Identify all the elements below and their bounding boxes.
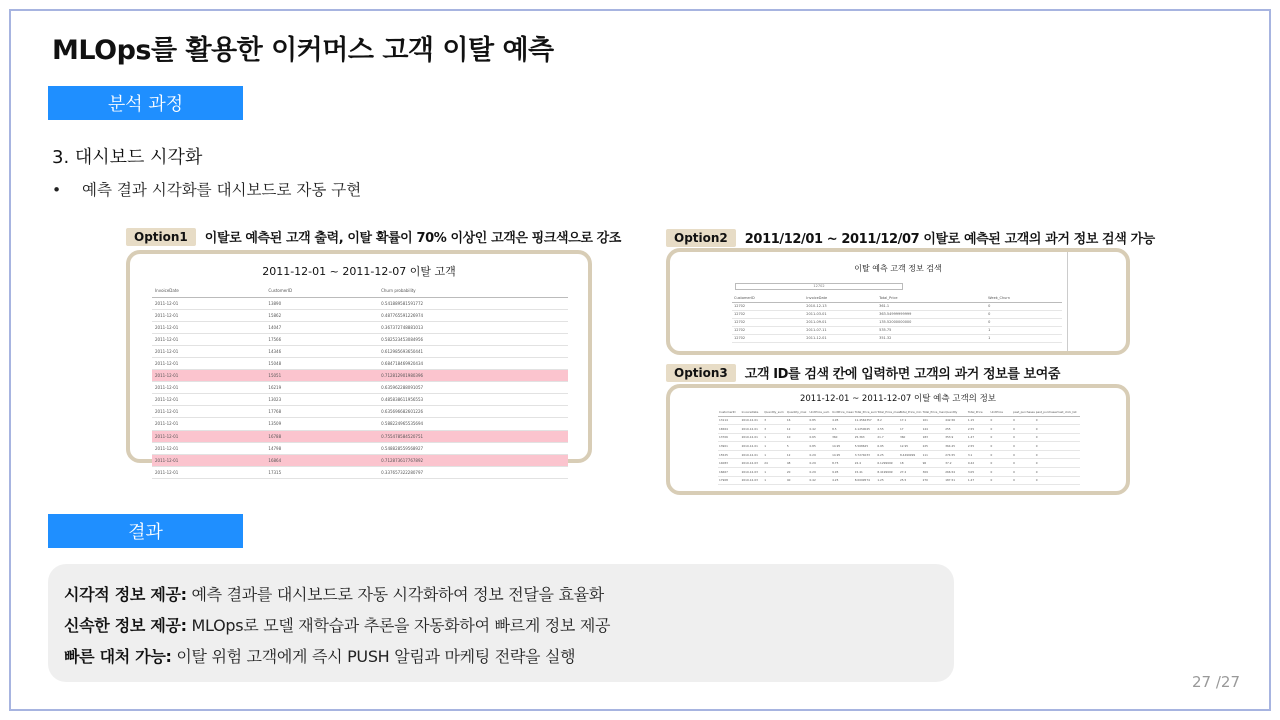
- table-cell: 2011-12-01: [152, 466, 265, 478]
- table-cell: [1057, 476, 1080, 485]
- table-cell: 2011-12-01: [152, 382, 265, 394]
- option2-badge: Option2: [666, 229, 736, 247]
- table-cell: 1.25: [876, 476, 899, 485]
- table-cell: 15862: [265, 309, 378, 321]
- table-cell: 0: [1035, 433, 1058, 442]
- table-cell: 225: [922, 442, 945, 451]
- table-cell: 0: [990, 433, 1013, 442]
- table-cell: 2011-12-01: [152, 454, 265, 466]
- table-cell: [1057, 450, 1080, 459]
- table-cell: 3: [763, 425, 786, 434]
- table-cell: 2011-12-01: [152, 321, 265, 333]
- table-cell: 266.54: [944, 468, 967, 477]
- table-cell: 0.712812901980396: [378, 370, 568, 382]
- column-header: Total_Price_max: [922, 408, 945, 416]
- table-cell: 11.4562357: [854, 416, 877, 425]
- column-header: Total_Price_sum: [854, 408, 877, 416]
- table-cell: 2011-03-01: [804, 310, 877, 318]
- column-header: Quantity_max: [786, 408, 809, 416]
- option3-panel-title: 2011-12-01 ~ 2011-12-07 이탈 예측 고객의 정보: [799, 394, 997, 404]
- table-cell: 351.32: [877, 334, 986, 342]
- table-cell: 2011-12-01: [152, 309, 265, 321]
- table-row-highlighted: [152, 430, 568, 442]
- table-cell: 5.568625: [854, 442, 877, 451]
- table-cell: 18: [899, 459, 922, 468]
- table-cell: 3.1: [967, 450, 990, 459]
- column-header: UnitPrice: [990, 408, 1013, 416]
- table-cell: 8.0099574: [854, 476, 877, 485]
- churn-customer-table: [152, 285, 568, 479]
- table-cell: 0.612985693650441: [378, 345, 568, 357]
- table-cell: 12: [786, 450, 809, 459]
- table-cell: 24: [763, 459, 786, 468]
- column-header: past_purchases: [1012, 408, 1035, 416]
- table-cell: 9.95: [831, 468, 854, 477]
- table-cell: 0.487765591226974: [378, 309, 568, 321]
- table-cell: 2011-12-01: [152, 370, 265, 382]
- option1-caption-text: 이탈로 예측된 고객 출력, 이탈 확률이 70% 이상인 고객은 핑크색으로 강조: [204, 231, 621, 246]
- column-header: last_click_list: [1057, 408, 1080, 416]
- table-cell: [1057, 433, 1080, 442]
- table-cell: 0: [990, 425, 1013, 434]
- table-cell: 12: [786, 425, 809, 434]
- table-row: [152, 442, 568, 454]
- table-cell: 16667: [718, 468, 741, 477]
- table-cell: 1: [763, 442, 786, 451]
- table-cell: 0.29: [809, 459, 832, 468]
- table-cell: 2.55: [876, 425, 899, 434]
- table-cell: 0.85: [809, 442, 832, 451]
- table-cell: 2010-12-03: [741, 459, 764, 468]
- table-cell: 13901: [718, 442, 741, 451]
- table-cell: 0: [1012, 476, 1035, 485]
- table-cell: 2.55: [967, 442, 990, 451]
- column-header: CustomerID: [732, 295, 804, 302]
- option1-panel: [126, 250, 592, 475]
- table-cell: 0.85: [809, 416, 832, 425]
- table-cell: 0: [986, 302, 1062, 310]
- table-cell: 2011-12-01: [152, 418, 265, 430]
- table-cell: 17768: [265, 406, 378, 418]
- option2-panel: [666, 248, 1130, 355]
- table-cell: 0.582523453084956: [378, 333, 568, 345]
- table-row: [718, 433, 1080, 442]
- table-row: [732, 334, 1062, 342]
- table-cell: 2011-12-01: [152, 333, 265, 345]
- column-header: Total_Price_mean: [876, 408, 899, 416]
- table-cell: 0: [990, 476, 1013, 485]
- table-header-row: [732, 295, 1062, 302]
- table-cell: 13706: [718, 433, 741, 442]
- option3-caption: [666, 363, 1060, 382]
- table-cell: 2010-12-01: [741, 433, 764, 442]
- option2-panel-title: 이탈 예측 고객 정보 검색: [854, 264, 942, 273]
- table-row: [732, 310, 1062, 318]
- table-cell: 48: [786, 459, 809, 468]
- option2-caption-text: 2011/12/01 ~ 2011/12/07 이탈로 예측된 고객의 과거 정보 검색 가능: [744, 232, 1155, 247]
- table-cell: [1057, 416, 1080, 425]
- table-cell: 21.7: [876, 433, 899, 442]
- table-cell: 353.9: [944, 433, 967, 442]
- table-cell: 0.635696682601226: [378, 406, 568, 418]
- churn-customer-info-table: [718, 408, 1080, 485]
- table-cell: 1.47: [967, 433, 990, 442]
- table-cell: 0: [990, 459, 1013, 468]
- table-cell: 0.29: [809, 450, 832, 459]
- table-cell: 360: [831, 433, 854, 442]
- table-row: [152, 466, 568, 478]
- table-row: [152, 309, 568, 321]
- table-cell: 0.367372748881013: [378, 321, 568, 333]
- column-header: Total_Price_min: [899, 408, 922, 416]
- result-text: 예측 결과를 대시보드로 자동 시각화하여 정보 전달을 효율화: [186, 585, 604, 604]
- result-item: [64, 641, 938, 672]
- table-cell: 2011-12-01: [152, 406, 265, 418]
- table-cell: 14.95: [831, 450, 854, 459]
- table-row: [152, 333, 568, 345]
- table-cell: 1: [763, 450, 786, 459]
- table-cell: 27.2: [899, 468, 922, 477]
- table-cell: 0.42: [967, 459, 990, 468]
- table-row: [718, 450, 1080, 459]
- table-cell: 270: [922, 476, 945, 485]
- table-cell: 0: [1012, 416, 1035, 425]
- table-cell: 0.548828559568927: [378, 442, 568, 454]
- table-row: [152, 418, 568, 430]
- column-header: Total_Price: [877, 295, 986, 302]
- bullet-text: 예측 결과 시각화를 대시보드로 자동 구현: [82, 181, 362, 199]
- table-cell: 4.25: [831, 476, 854, 485]
- table-cell: 0: [1012, 450, 1035, 459]
- table-cell: 1: [986, 334, 1062, 342]
- table-cell: 0.485838611956553: [378, 394, 568, 406]
- table-cell: 0: [1035, 476, 1058, 485]
- table-row: [152, 406, 568, 418]
- table-cell: 25.5: [899, 476, 922, 485]
- table-cell: 0: [1012, 468, 1035, 477]
- column-header: InvoiceDate: [152, 285, 265, 297]
- table-cell: 0: [1035, 468, 1058, 477]
- table-cell: 0: [986, 318, 1062, 326]
- table-cell: 0.337657322280797: [378, 466, 568, 478]
- table-row: [152, 357, 568, 369]
- table-row: [152, 297, 568, 309]
- table-cell: 13890: [265, 297, 378, 309]
- table-cell: 0: [1035, 459, 1058, 468]
- table-cell: 12702: [732, 310, 804, 318]
- result-label: 빠른 대처 가능:: [64, 647, 172, 666]
- table-cell: 361.1: [877, 302, 986, 310]
- table-cell: 2010-12-03: [741, 476, 764, 485]
- table-cell: 15051: [265, 370, 378, 382]
- result-label: 시각적 정보 제공:: [64, 585, 187, 604]
- table-cell: 13023: [265, 394, 378, 406]
- table-cell: 40: [786, 476, 809, 485]
- table-cell: 3.7274033: [854, 450, 877, 459]
- column-header: UnitPrice_sum: [809, 408, 832, 416]
- customer-history-table: [732, 295, 1062, 343]
- result-label: 신속한 정보 제공:: [64, 616, 187, 635]
- table-cell: 135.52000000000: [877, 318, 986, 326]
- table-cell: 3: [763, 416, 786, 425]
- table-cell: 0.29: [809, 468, 832, 477]
- option1-badge: Option1: [126, 228, 196, 246]
- table-header-row: [152, 285, 568, 297]
- table-row: [152, 345, 568, 357]
- table-row: [718, 425, 1080, 434]
- table-cell: 12.95: [899, 442, 922, 451]
- table-cell: 535.75: [877, 326, 986, 334]
- table-cell: 15525: [718, 450, 741, 459]
- table-cell: 12702: [732, 326, 804, 334]
- table-cell: 111: [922, 450, 945, 459]
- table-row: [152, 394, 568, 406]
- column-header: UnitPrice_mean: [831, 408, 854, 416]
- table-cell: 2010-12-01: [741, 425, 764, 434]
- table-cell: 0: [986, 310, 1062, 318]
- table-cell: 360: [899, 433, 922, 442]
- table-cell: 16788: [265, 430, 378, 442]
- table-cell: 17315: [265, 466, 378, 478]
- table-cell: 2010-12-13: [804, 302, 877, 310]
- result-item: [64, 579, 938, 610]
- table-row: [152, 382, 568, 394]
- table-cell: 10: [786, 433, 809, 442]
- table-cell: 442.56: [944, 416, 967, 425]
- table-cell: 0: [1012, 459, 1035, 468]
- option3-badge: Option3: [666, 364, 736, 382]
- table-row: [718, 459, 1080, 468]
- column-header: Quantity_sum: [763, 408, 786, 416]
- table-cell: 0: [990, 416, 1013, 425]
- option3-panel: [666, 384, 1130, 495]
- table-cell: 3.05: [967, 468, 990, 477]
- table-cell: 17.1: [899, 416, 922, 425]
- table-cell: 14346: [265, 345, 378, 357]
- table-row: [718, 442, 1080, 451]
- table-cell: 1: [763, 476, 786, 485]
- table-cell: 0: [990, 468, 1013, 477]
- table-cell: 0: [1012, 433, 1035, 442]
- table-cell: 2010-12-03: [741, 468, 764, 477]
- table-cell: 255: [944, 425, 967, 434]
- table-cell: 14047: [265, 321, 378, 333]
- option3-caption-text: 고객 ID를 검색 칸에 입력하면 고객의 과거 정보를 보여줌: [744, 367, 1061, 382]
- column-header: Churn probability: [378, 285, 568, 297]
- table-cell: 364.25: [944, 442, 967, 451]
- table-cell: 274.55: [944, 450, 967, 459]
- table-cell: 14.95: [831, 442, 854, 451]
- table-cell: 1: [763, 433, 786, 442]
- table-cell: 16: [786, 416, 809, 425]
- slide-title: MLOps를 활용한 이커머스 고객 이탈 예측: [52, 35, 554, 66]
- table-cell: 15.41: [854, 468, 877, 477]
- table-cell: [1057, 459, 1080, 468]
- table-cell: 14083: [718, 459, 741, 468]
- table-cell: 1: [763, 468, 786, 477]
- table-cell: 2011-12-01: [152, 430, 265, 442]
- table-header-row: [718, 408, 1080, 416]
- table-cell: 37.2: [944, 459, 967, 468]
- table-cell: [1057, 442, 1080, 451]
- table-cell: 2011-12-01: [804, 334, 877, 342]
- table-cell: 16864: [265, 454, 378, 466]
- table-cell: 17908: [718, 476, 741, 485]
- table-cell: 25.363: [854, 433, 877, 442]
- table-row: [732, 326, 1062, 334]
- table-cell: 16219: [265, 382, 378, 394]
- table-cell: 2010-12-01: [741, 442, 764, 451]
- table-cell: 8.75: [831, 459, 854, 468]
- bullet-item: [52, 178, 361, 200]
- table-cell: 6.1299999: [876, 459, 899, 468]
- table-row: [718, 468, 1080, 477]
- table-row-highlighted: [152, 370, 568, 382]
- table-cell: 15048: [265, 357, 378, 369]
- table-cell: 17: [899, 425, 922, 434]
- table-cell: 2011-12-01: [152, 394, 265, 406]
- option1-caption: [126, 227, 621, 246]
- table-cell: 4.1250045: [854, 425, 877, 434]
- table-cell: 0: [1035, 450, 1058, 459]
- table-cell: 5: [786, 442, 809, 451]
- table-cell: 183: [922, 433, 945, 442]
- option2-caption: [666, 228, 1155, 247]
- table-cell: 17566: [265, 333, 378, 345]
- table-cell: 2011-12-01: [152, 345, 265, 357]
- table-cell: [1057, 468, 1080, 477]
- table-cell: 1.15: [967, 416, 990, 425]
- column-header: past_purchase2: [1035, 408, 1058, 416]
- table-cell: 2010-12-01: [741, 450, 764, 459]
- column-header: InvoiceDate: [741, 408, 764, 416]
- table-cell: 0.541889581591772: [378, 297, 568, 309]
- table-cell: 0.635962288091057: [378, 382, 568, 394]
- table-cell: 0: [990, 442, 1013, 451]
- section-tag-result: 결과: [48, 514, 243, 548]
- table-cell: 1.47: [967, 476, 990, 485]
- table-cell: 0: [990, 450, 1013, 459]
- result-text: 이탈 위험 고객에게 즉시 PUSH 알림과 마케팅 전략을 실행: [171, 647, 576, 666]
- table-cell: 22.4: [854, 459, 877, 468]
- result-text: MLOps로 모델 재학습과 추론을 자동화하여 빠르게 정보 제공: [186, 616, 611, 635]
- table-cell: 2011-12-01: [152, 442, 265, 454]
- column-header: CustomerID: [718, 408, 741, 416]
- table-cell: 0.42: [809, 425, 832, 434]
- column-header: Total_Price: [967, 408, 990, 416]
- table-cell: 16564: [718, 425, 741, 434]
- option1-panel-title: 2011-12-01 ~ 2011-12-07 이탈 고객: [262, 265, 456, 278]
- customer-search-input[interactable]: 12702: [735, 283, 903, 290]
- table-cell: 12702: [732, 302, 804, 310]
- table-cell: 2010-12-01: [741, 416, 764, 425]
- table-cell: 6.25: [876, 450, 899, 459]
- column-header: InvoiceDate: [804, 295, 877, 302]
- table-cell: 2011-12-01: [152, 357, 265, 369]
- table-cell: 8.4199999: [876, 468, 899, 477]
- table-cell: 8.5: [831, 425, 854, 434]
- table-cell: 187.51: [944, 476, 967, 485]
- table-cell: 0.712873617767892: [378, 454, 568, 466]
- table-cell: 8.2: [876, 416, 899, 425]
- table-cell: 6.95: [876, 442, 899, 451]
- table-cell: 0.755478584520751: [378, 430, 568, 442]
- table-cell: 14798: [265, 442, 378, 454]
- table-cell: 13114: [718, 416, 741, 425]
- table-row: [718, 416, 1080, 425]
- table-cell: 12702: [732, 334, 804, 342]
- table-cell: 309: [922, 468, 945, 477]
- table-cell: 8.4499999: [899, 450, 922, 459]
- section-tag-analysis: 분석 과정: [48, 86, 243, 120]
- table-cell: 0: [1012, 425, 1035, 434]
- table-cell: 2011-12-01: [152, 297, 265, 309]
- result-summary-box: [48, 564, 954, 682]
- table-cell: 144: [922, 425, 945, 434]
- table-cell: 0: [1035, 416, 1058, 425]
- table-cell: 20: [786, 468, 809, 477]
- table-cell: 1: [986, 326, 1062, 334]
- table-cell: 101: [922, 416, 945, 425]
- table-cell: 0.65: [809, 433, 832, 442]
- table-cell: 0.684718469920434: [378, 357, 568, 369]
- bullet-dot: •: [52, 181, 62, 199]
- table-cell: 0.42: [809, 476, 832, 485]
- table-cell: 0: [1035, 425, 1058, 434]
- table-cell: 0: [1012, 442, 1035, 451]
- table-row: [732, 302, 1062, 310]
- table-row: [718, 476, 1080, 485]
- table-cell: 12702: [732, 318, 804, 326]
- table-cell: 2.55: [967, 425, 990, 434]
- table-cell: 0: [1035, 442, 1058, 451]
- result-item: [64, 610, 938, 641]
- table-cell: 13509: [265, 418, 378, 430]
- subheading: 3. 대시보드 시각화: [52, 147, 203, 168]
- table-cell: [1057, 425, 1080, 434]
- table-cell: 2011-09-01: [804, 318, 877, 326]
- table-cell: 4.95: [831, 416, 854, 425]
- table-row-highlighted: [152, 454, 568, 466]
- table-cell: 96: [922, 459, 945, 468]
- column-header: Week_Churn: [986, 295, 1062, 302]
- table-cell: 0.588224965535694: [378, 418, 568, 430]
- table-cell: 363.54999999999: [877, 310, 986, 318]
- column-header: CustomerID: [265, 285, 378, 297]
- panel-divider: [1067, 252, 1068, 351]
- table-row: [732, 318, 1062, 326]
- table-row: [152, 321, 568, 333]
- table-cell: 2011-07-11: [804, 326, 877, 334]
- column-header: Quantity: [944, 408, 967, 416]
- page-number: 27 /27: [1192, 673, 1240, 691]
